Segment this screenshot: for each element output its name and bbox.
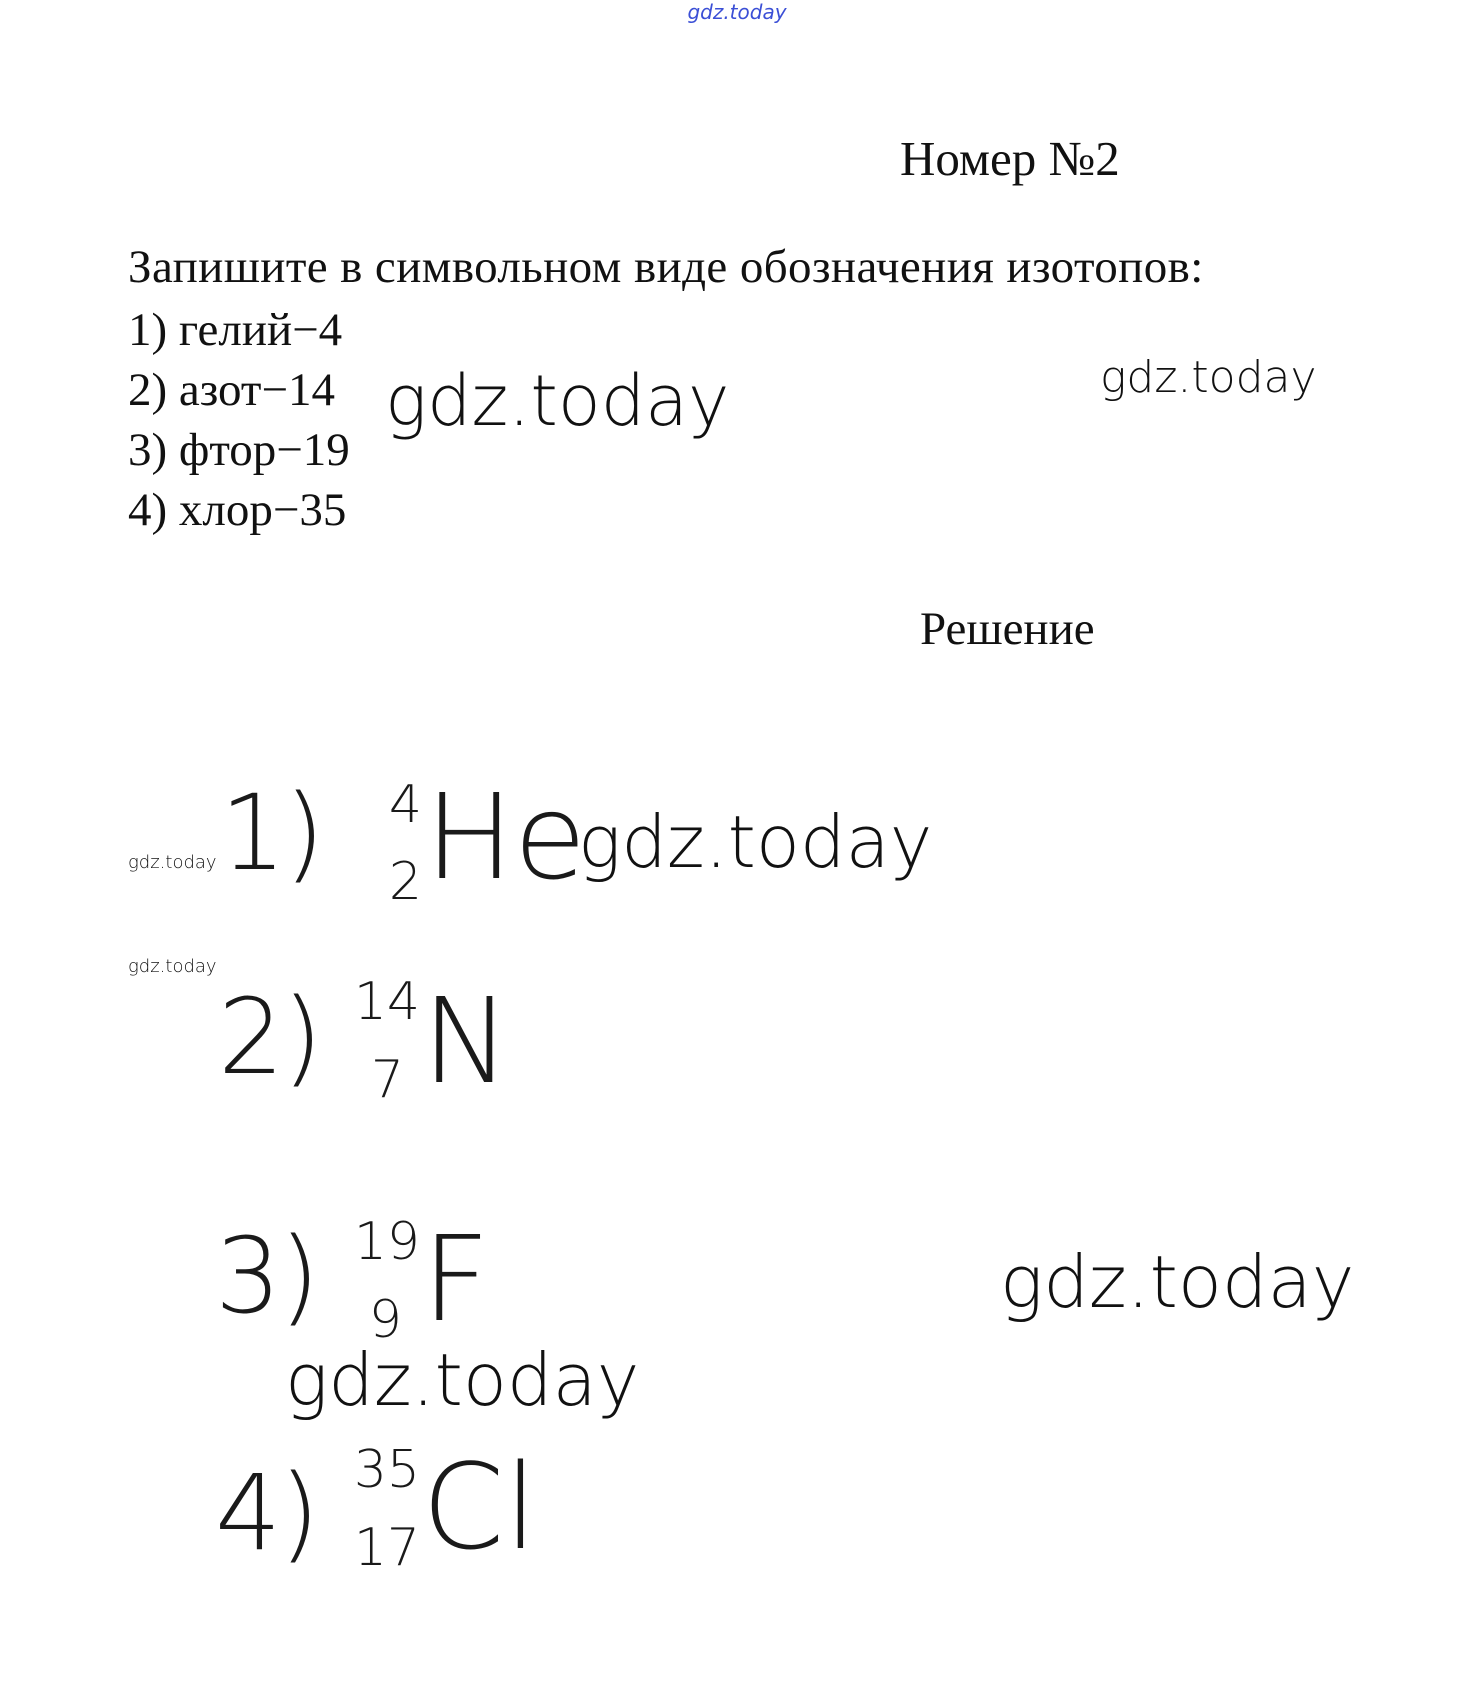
- solution-heading: Решение: [920, 603, 1095, 655]
- watermark: gdz.today: [1000, 1240, 1355, 1324]
- watermark: gdz.today: [128, 956, 217, 977]
- atomic-number: 2: [388, 852, 422, 912]
- answer-row: [215, 1452, 318, 1574]
- top-watermark: gdz.today: [687, 0, 787, 24]
- watermark: gdz.today: [1100, 352, 1317, 403]
- mass-number: 14: [353, 972, 420, 1032]
- mass-number: 19: [353, 1212, 420, 1272]
- watermark: gdz.today: [285, 1338, 640, 1422]
- page-title: Номер №2: [900, 131, 1120, 186]
- answer-row: [215, 1215, 318, 1337]
- atomic-number: 9: [368, 1290, 402, 1350]
- element-symbol: He: [425, 768, 587, 906]
- mass-number: 4: [388, 775, 422, 835]
- task-item: 1) гелий−4: [128, 304, 343, 356]
- answer-number: 2): [218, 976, 321, 1098]
- atomic-number: 17: [353, 1518, 420, 1578]
- mass-number: 35: [353, 1440, 420, 1500]
- answer-row: [220, 772, 323, 894]
- task-item: 3) фтор−19: [128, 424, 350, 476]
- watermark: gdz.today: [578, 800, 933, 884]
- element-symbol: N: [422, 972, 511, 1110]
- element-symbol: F: [422, 1210, 490, 1348]
- task-item: 2) азот−14: [128, 364, 335, 416]
- atomic-number: 7: [370, 1050, 404, 1110]
- element-symbol: Cl: [422, 1438, 538, 1576]
- task-question: Запишите в символьном виде обозначения изотопов:: [128, 241, 1204, 293]
- answer-row: [218, 976, 321, 1098]
- task-items: [128, 300, 350, 540]
- answer-number: 4): [215, 1452, 318, 1574]
- answer-number: 1): [220, 772, 323, 894]
- watermark: gdz.today: [128, 852, 217, 873]
- watermark: gdz.today: [385, 360, 730, 442]
- task-item: 4) хлор−35: [128, 484, 347, 536]
- answer-number: 3): [215, 1215, 318, 1337]
